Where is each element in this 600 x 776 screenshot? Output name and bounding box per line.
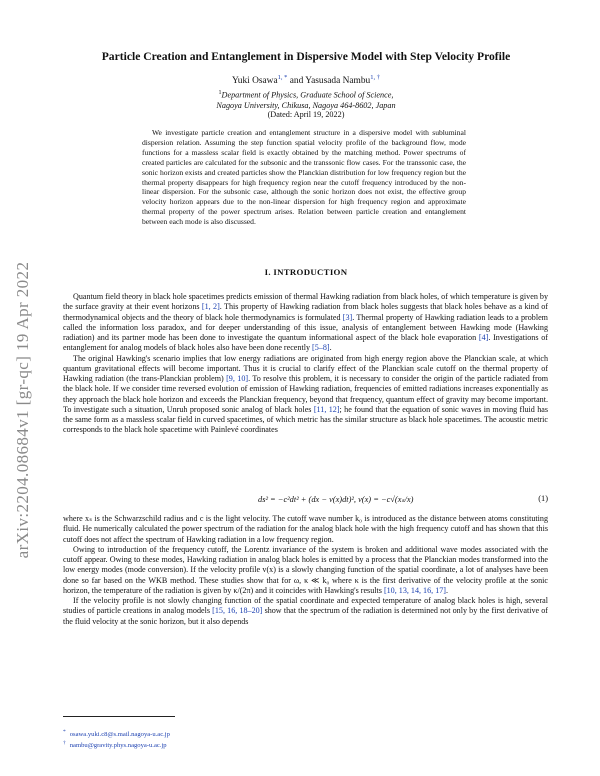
citation-link[interactable]: [15, 16, 18–20]: [212, 606, 263, 616]
author-affil-mark[interactable]: 1, *: [277, 74, 288, 81]
footnote-mark: *: [63, 729, 66, 735]
citation-link[interactable]: [10, 13, 14, 16, 17]: [383, 585, 446, 595]
equation-1: [63, 494, 548, 508]
arxiv-id: arXiv:2204.08684v1 [gr-qc] 19 Apr 2022: [13, 261, 32, 559]
paragraph: Owing to introduction of the frequency cutoff, the Lorentz invariance of the system is broken and additional wave modes associated with the cutoff appear. Owing to these modes, Hawking radiation in analog black holes is emitted by a process that the Planckian modes transformed into the low energy modes (mode conversion). If the velocity profile v(x) is a slowly changing function of the spatial coordinate, a lot of analyses have been done so far based on the WKB method. These studies show that for ω, κ ≪ k₀ where κ is the first derivative of the velocity profile at the sonic horizon, the temperature of the radiation is given by κ/(2π) and it coincides with Hawking's results [10, 13, 14, 16, 17].: [63, 544, 548, 595]
author-line: [56, 74, 556, 86]
citation-link[interactable]: [3]: [342, 312, 353, 322]
affiliation-line: Nagoya University, Chikusa, Nagoya 464-8602, Japan: [216, 100, 396, 110]
abstract: We investigate particle creation and entanglement structure in a dispersive model with subluminal dispersion relation. Assuming the step function spatial velocity profile of the background flow, mode functions for a massless scalar field is exactly obtained by the matching method. Power spectrums of created particles are calculated for the subsonic and the transsonic flow cases. For the transsonic case, the sonic horizon exists and created particles show the Planckian distribution for low frequency region but the thermal property disappears for high frequency region near the cutoff frequency introduced by the non-linear dispersion. For the subsonic case, although the sonic horizon does not exist, the effective group velocity horizon appears due to the non-linear dispersion for high frequency region and approximate thermal property of the power spectrum arises. Relation between particle creation and entanglement between each mode is also discussed.: [142, 128, 466, 227]
paragraph: If the velocity profile is not slowly changing function of the spatial coordinate and expected temperature of analog black holes is high, several studies of particle creations in analog models [15, 16, 18–20] show that the spectrum of the radiation is determined not only by the first derivative of the fluid velocity at the sonic horizon, but it also depends: [63, 596, 549, 626]
author-name: Yasusada Nambu: [305, 76, 371, 87]
equation-formula: ds² = −c²dt² + (dx − v(x)dt)², v(x) = −c√(xₛ/x): [258, 495, 414, 504]
equation-number: (1): [538, 494, 548, 503]
citation-link[interactable]: [5–8]: [312, 343, 330, 353]
paper-title: Particle Creation and Entanglement in Dispersive Model with Step Velocity Profile: [101, 50, 511, 63]
footnote-mark: †: [63, 740, 66, 747]
citation-link[interactable]: [11, 12]: [313, 404, 340, 414]
footnote-item: [63, 728, 548, 739]
affiliation-mark: 1: [218, 90, 222, 96]
email-link[interactable]: osawa.yuki.c8@s.mail.nagoya-u.ac.jp: [69, 731, 170, 739]
arxiv-identifier-stamp: [6, 170, 40, 650]
author-affil-mark[interactable]: 1, †: [370, 74, 380, 81]
citation-link[interactable]: [1, 2]: [201, 302, 220, 312]
affiliation: [56, 88, 556, 111]
section-heading: I. INTRODUCTION: [264, 267, 348, 277]
affiliation-line: Department of Physics, Graduate School of Science,: [221, 90, 394, 100]
footnote-item: [63, 739, 548, 750]
intro-text-upper: [63, 292, 548, 436]
paragraph: Quantum field theory in black hole spacetimes predicts emission of thermal Hawking radiation from black holes, of which temperature is given by the surface gravity at their event horizons [1, 2]. This property of Hawking radiation from black holes suggests that black holes behave as a kind of thermodynamical objects and the theory of black hole thermodynamics is formulated [3]. Thermal property of Hawking radiation leads to a problem called the information loss paradox, and for deeper understanding of this issue, analysis of entanglement between Hawking mode (Hawking radiation) and its partner mode has been done to investigate the quantum informational aspect of the black hole evaporation [4]. Investigations of entanglement for analog models of black holes also have been done recently [5–8].: [63, 292, 548, 353]
paragraph: where xₛ is the Schwarzschild radius and c is the light velocity. The cutoff wave number k₀ is introduced as the distance between atoms constituting fluid. He numerically calculated the power spectrum of the radiation for the analog black hole with the high frequency cutoff and has shown that this cutoff does not affect the spectrum of Hawking radiation in a low frequency region.: [63, 514, 548, 544]
footnote-divider: [63, 716, 175, 717]
footnotes: [63, 728, 548, 750]
citation-link[interactable]: [9, 10]: [226, 374, 249, 383]
intro-text-lower: [63, 514, 548, 627]
date-line: (Dated: April 19, 2022): [267, 110, 345, 119]
citation-link[interactable]: [4]: [478, 333, 489, 342]
paragraph: The original Hawking's scenario implies that low energy radiations are originated from high energy region above the Planckian scale, at which quantum gravitational effects will become important. Thus it is crucial to clarify effect of the Planckian scale cutoff on the thermal property of Hawking radiation (the trans-Planckian problem) [9, 10]. To resolve this problem, it is necessary to consider the origin of the particle radiated from the black hole. If we consider time reversed evolution of emission of Hawking radiation, frequencies of emitted radiations increases exponentially as they approach the black hole horizon and exceeds the Planckian frequency, beyond that frequency, quantum effect of gravity may become important. To investigate such a situation, Unruh proposed sonic analog of black holes [11, 12]; he found that the equation of sonic waves in moving fluid has the same form as a massless scalar field in curved spacetimes, of which metric has the similar structure as black hole spacetimes. The acoustic metric corresponds to the black hole spacetime with Painlevé coordinates: [63, 353, 549, 435]
author-name: Yuki Osawa: [232, 76, 278, 87]
email-link[interactable]: nambu@gravity.phys.nagoya-u.ac.jp: [69, 742, 167, 750]
author-conjunction: and: [287, 76, 306, 87]
